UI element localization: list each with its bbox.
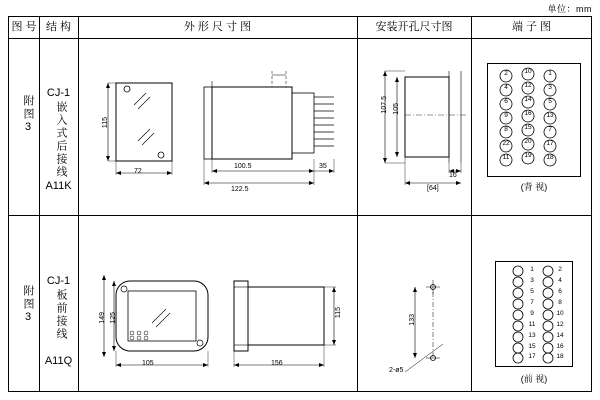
row2-dim-133: 133 — [409, 314, 416, 326]
row1-term-18: 17 — [546, 140, 554, 147]
row1-term-7: 6 — [504, 98, 508, 105]
row1-term-20: 19 — [524, 152, 532, 159]
row2-dim-125: 125 — [110, 312, 117, 324]
row1-side-view-drawing — [194, 67, 344, 192]
col-sep-2 — [78, 17, 79, 391]
row1-dim-35: 35 — [319, 163, 327, 170]
row2-struct-desc: 板前接线 — [55, 289, 67, 341]
row-sep-1 — [9, 215, 591, 216]
row2-term-l5: 9 — [530, 310, 534, 317]
header-mount: 安装开孔尺寸图 — [375, 21, 453, 33]
row1-term-10: 9 — [504, 112, 508, 119]
row1-struct-desc: 嵌入式后接线 — [55, 101, 67, 179]
row2-struct-code: A11Q — [44, 355, 73, 367]
row1-dim-122-5: 122.5 — [231, 186, 249, 193]
row2-model: CJ-1 — [46, 275, 71, 287]
unit-note: 单位：mm — [547, 4, 592, 14]
row1-mount-drawing — [375, 65, 485, 195]
row2-term-r5: 10 — [556, 310, 564, 317]
row2-mount-drawing — [385, 272, 495, 382]
row2-term-l1: 1 — [530, 266, 534, 273]
row2-side-view-drawing — [224, 265, 349, 380]
row2-term-r1: 2 — [558, 266, 562, 273]
header-outline: 外 形 尺 寸 图 — [183, 21, 252, 33]
row2-term-r8: 16 — [556, 343, 564, 350]
row1-term-14: 15 — [524, 124, 532, 131]
row2-term-l6: 11 — [528, 321, 536, 328]
spec-table — [8, 16, 592, 392]
row1-term-13: 8 — [504, 126, 508, 133]
row1-term-3: 1 — [548, 70, 552, 77]
header-terminal: 端 子 图 — [511, 21, 552, 33]
row1-term-5: 12 — [524, 82, 532, 89]
row1-dim-72: 72 — [134, 168, 142, 175]
row2-term-r2: 4 — [558, 277, 562, 284]
row1-figure-no: 附图3 — [22, 95, 34, 135]
row1-term-6: 3 — [548, 84, 552, 91]
row1-terminal-caption: (背 视) — [520, 182, 548, 192]
row2-terminal-caption: (前 视) — [520, 374, 548, 384]
col-sep-3 — [357, 17, 358, 391]
row2-term-l9: 17 — [528, 353, 536, 360]
row2-term-r7: 14 — [556, 332, 564, 339]
header-struct: 结 构 — [45, 21, 72, 33]
row1-term-15: 7 — [548, 126, 552, 133]
row1-term-1: 2 — [504, 70, 508, 77]
row1-term-16: 22 — [502, 140, 510, 147]
row1-struct-code: A11K — [45, 180, 72, 192]
row2-term-r3: 6 — [558, 288, 562, 295]
row2-term-r4: 8 — [558, 299, 562, 306]
header-sep — [9, 38, 591, 39]
row1-term-21: 18 — [546, 154, 554, 161]
row1-dim-107-5: 107.5 — [381, 96, 388, 114]
row2-dim-149: 149 — [99, 312, 106, 324]
row1-term-8: 14 — [524, 96, 532, 103]
row2-dim-115: 115 — [335, 307, 342, 319]
row1-term-9: 5 — [548, 98, 552, 105]
row2-terminal-diagram — [495, 261, 573, 367]
row2-term-l4: 7 — [530, 299, 534, 306]
row1-dim-100-5: 100.5 — [234, 163, 252, 170]
row2-term-r6: 12 — [556, 321, 564, 328]
row1-term-2: 10 — [524, 68, 532, 75]
row2-dim-105: 105 — [142, 360, 154, 367]
row1-term-4: 4 — [504, 84, 508, 91]
row1-terminal-diagram — [487, 63, 581, 177]
row2-term-l3: 5 — [530, 288, 534, 295]
row1-dim-16: 16 — [449, 172, 457, 179]
row2-dim-2-d5: 2-ø5 — [389, 367, 404, 374]
row1-model: CJ-1 — [46, 87, 71, 99]
row1-term-11: 16 — [524, 110, 532, 117]
row2-term-r9: 18 — [556, 353, 564, 360]
row1-dim-105: 105 — [393, 103, 400, 115]
row2-figure-no: 附图3 — [22, 285, 34, 325]
row1-term-12: 13 — [546, 112, 554, 119]
row1-term-19: 11 — [502, 154, 510, 161]
row2-term-l8: 15 — [528, 343, 536, 350]
row1-term-17: 20 — [524, 138, 532, 145]
row2-term-l2: 3 — [530, 277, 534, 284]
col-sep-1 — [39, 17, 40, 391]
row1-dim-115: 115 — [102, 117, 109, 129]
row2-dim-156: 156 — [271, 360, 283, 367]
header-no: 图 号 — [11, 21, 37, 33]
row1-dim-64: [64] — [427, 185, 439, 192]
row2-term-l7: 13 — [528, 332, 536, 339]
